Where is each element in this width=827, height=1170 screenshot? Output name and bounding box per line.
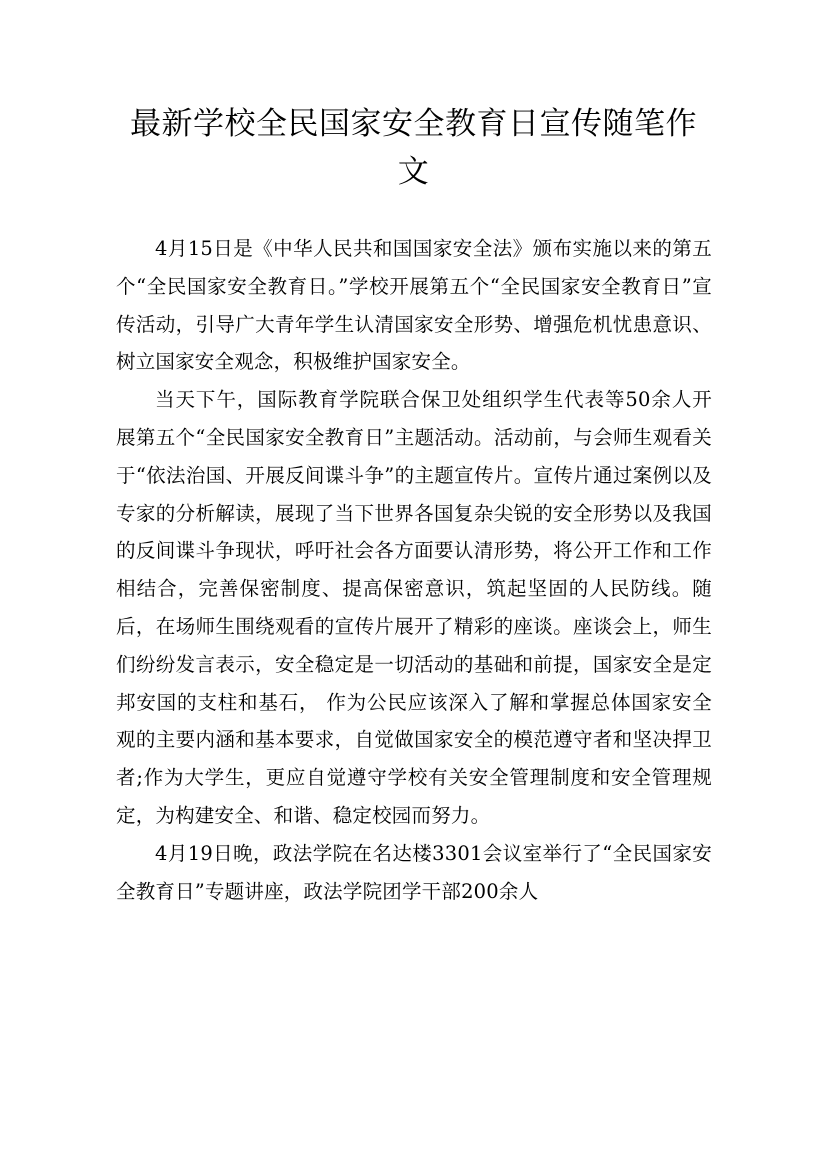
document-title: 最新学校全民国家安全教育日宣传随笔作文 — [130, 106, 697, 190]
paragraph-2: 当天下午，国际教育学院联合保卫处组织学生代表等50余人开展第五个“全民国家安全教育日”主题活动。活动前，与会师生观看关于“依法治国、开展反间谍斗争”的主题宣传片。宣传片通过案例以及专家的分析解读，展现了当下世界各国复杂尖锐的安全形势以及我国的反间谍斗争现状，呼吁社会各方面要认清形势，将公开工作和工作相结合，完善保密制度、提高保密意识，筑起坚固的人民防线。随后，在场师生围绕观看的宣传片展开了精彩的座谈。座谈会上，师生们纷纷发言表示，安全稳定是一切活动的基础和前提，国家安全是定邦安国的支柱和基石， 作为公民应该深入了解和掌握总体国家安全观的主要内涵和基本要求，自觉做国家安全的模范遵守者和坚决捍卫者;作为大学生，更应自觉遵守学校有关安全管理制度和安全管理规定，为构建安全、和谐、稳定校园而努力。 — [116, 388, 712, 827]
document-body — [116, 230, 712, 910]
paragraph-1: 4月15日是《中华人民共和国国家安全法》颁布实施以来的第五个“全民国家安全教育日。”学校开展第五个“全民国家安全教育日”宣传活动，引导广大青年学生认清国家安全形势、增强危机忧患意识、树立国家安全观念，积极维护国家安全。 — [116, 237, 712, 374]
paragraph-3: 4月19日晚，政法学院在名达楼3301会议室举行了“全民国家安全教育日”专题讲座，政法学院团学干部200余人 — [116, 841, 712, 903]
